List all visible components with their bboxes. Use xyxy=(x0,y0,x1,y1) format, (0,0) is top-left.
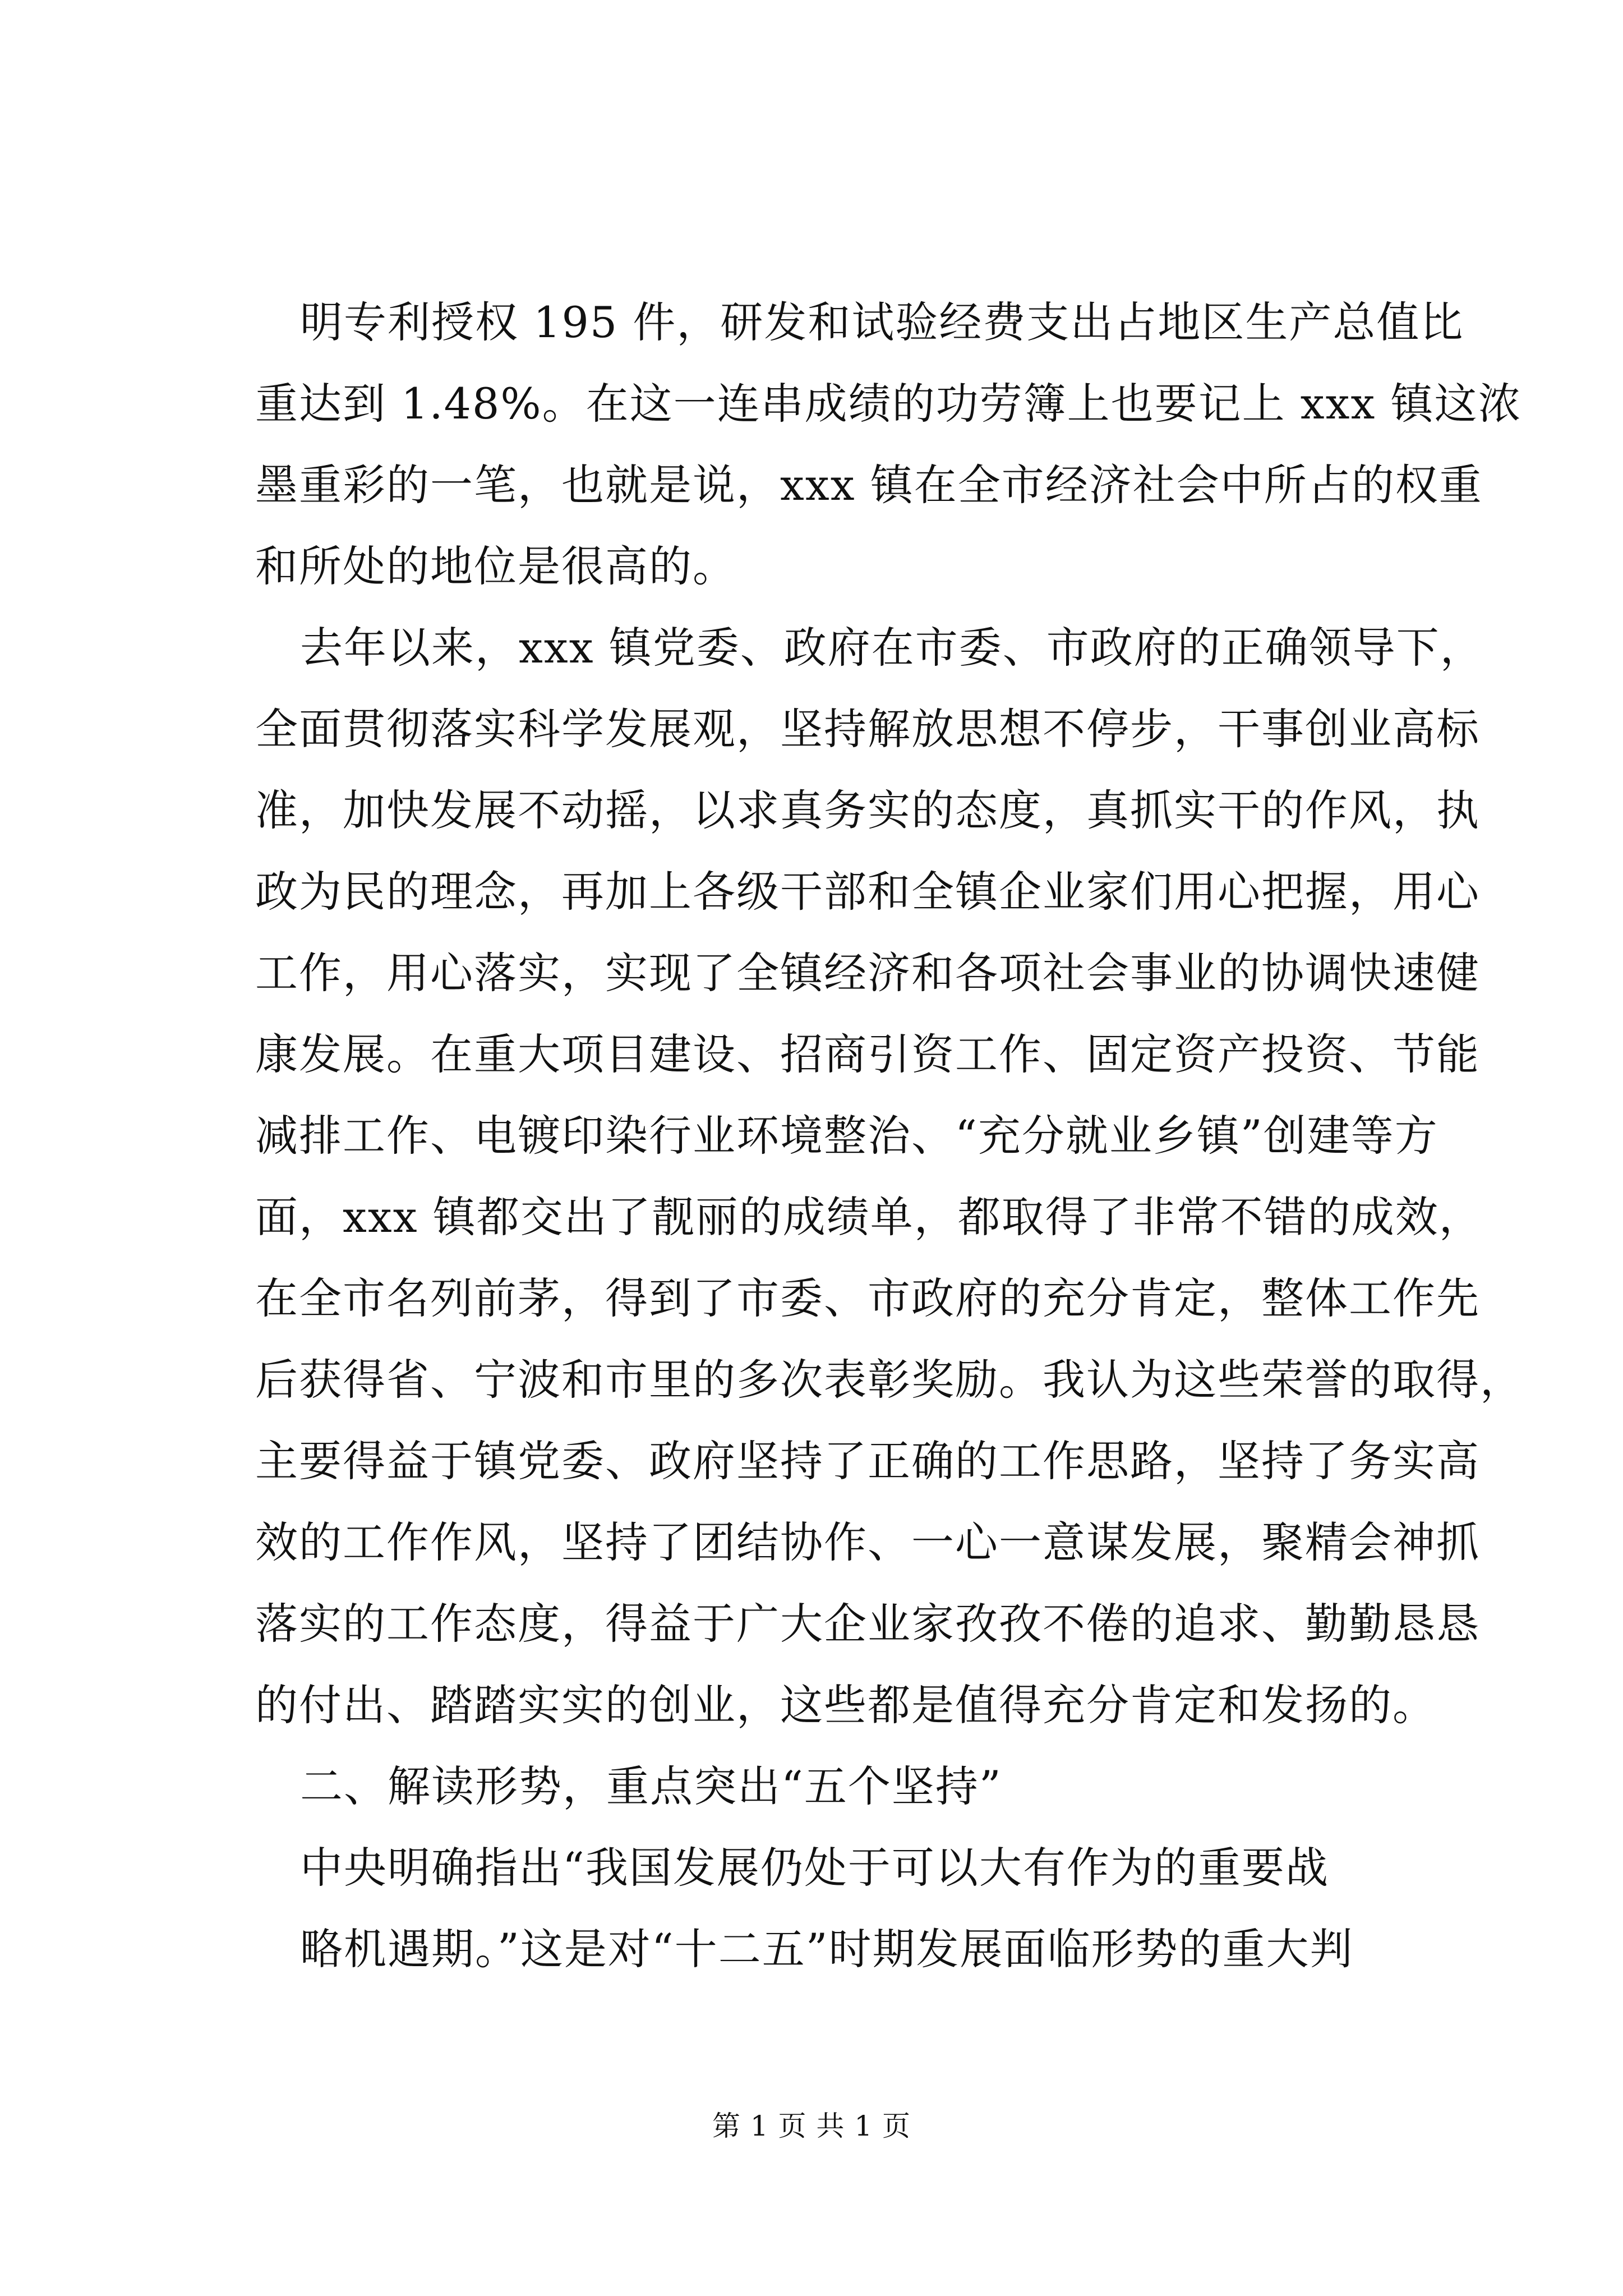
text-line: 政为民的理念，再加上各级干部和全镇企业家们用心把握，用心 xyxy=(255,867,1480,917)
text-line: 中央明确指出“我国发展仍处于可以大有作为的重要战 xyxy=(300,1843,1329,1893)
text-line: 明专利授权 195 件，研发和试验经费支出占地区生产总值比 xyxy=(300,297,1464,347)
text-line: 二、解读形势，重点突出“五个坚持” xyxy=(300,1761,1002,1811)
text-line: 面，xxx 镇都交出了靓丽的成绩单，都取得了非常不错的成效， xyxy=(255,1192,1483,1242)
text-line: 准，加快发展不动摇，以求真务实的态度，真抓实干的作风，执 xyxy=(255,785,1480,835)
text-line: 全面贯彻落实科学发展观，坚持解放思想不停步，干事创业高标 xyxy=(255,704,1480,754)
text-line: 和所处的地位是很高的。 xyxy=(255,541,736,591)
text-line: 工作，用心落实，实现了全镇经济和各项社会事业的协调快速健 xyxy=(255,948,1480,998)
text-line: 后获得省、宁波和市里的多次表彰奖励。我认为这些荣誉的取得， xyxy=(255,1355,1524,1405)
text-line: 重达到 1.48%。在这一连串成绩的功劳簿上也要记上 xxx 镇这浓 xyxy=(255,379,1522,429)
text-line: 效的工作作风，坚持了团结协作、一心一意谋发展，聚精会神抓 xyxy=(255,1517,1480,1567)
page-footer: 第 1 页 共 1 页 xyxy=(712,2110,911,2142)
text-line: 略机遇期。”这是对“十二五”时期发展面临形势的重大判 xyxy=(300,1924,1354,1974)
text-line: 康发展。在重大项目建设、招商引资工作、固定资产投资、节能 xyxy=(255,1029,1480,1079)
text-line: 落实的工作态度，得益于广大企业家孜孜不倦的追求、勤勤恳恳 xyxy=(255,1599,1480,1649)
text-line: 的付出、踏踏实实的创业，这些都是值得充分肯定和发扬的。 xyxy=(255,1680,1436,1730)
text-line: 主要得益于镇党委、政府坚持了正确的工作思路，坚持了务实高 xyxy=(255,1436,1480,1486)
text-line: 在全市名列前茅，得到了市委、市政府的充分肯定，整体工作先 xyxy=(255,1273,1480,1323)
text-line: 墨重彩的一笔，也就是说，xxx 镇在全市经济社会中所占的权重 xyxy=(255,460,1483,510)
text-line: 减排工作、电镀印染行业环境整治、“充分就业乡镇”创建等方 xyxy=(255,1111,1438,1161)
text-line: 去年以来，xxx 镇党委、政府在市委、市政府的正确领导下， xyxy=(300,623,1484,673)
